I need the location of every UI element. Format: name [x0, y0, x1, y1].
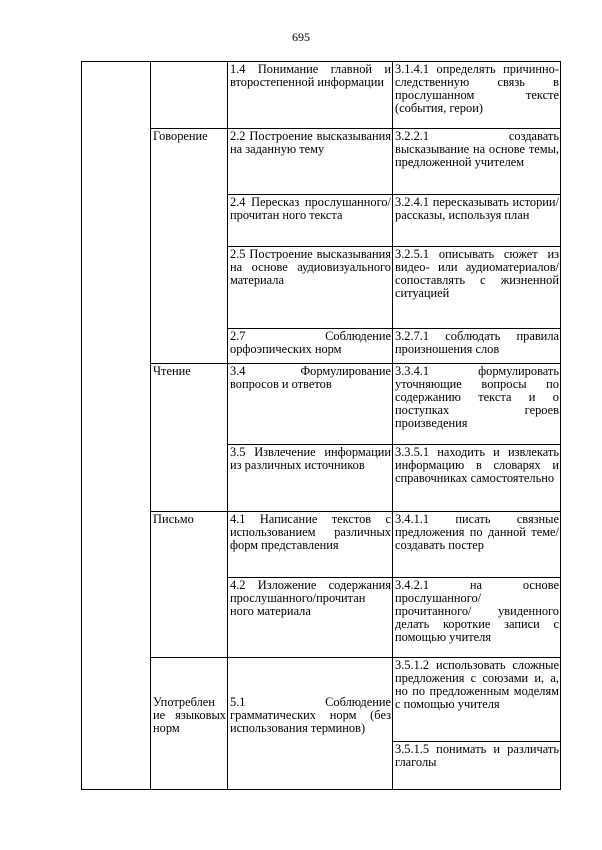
skill-cell: 3.5.1.5 понимать и различать глаголы — [393, 742, 561, 782]
outer-left-cell — [82, 62, 151, 790]
page-number: 695 — [292, 30, 310, 44]
section-cell-speaking: Говорение — [151, 129, 228, 364]
section-cell-listening — [151, 62, 228, 129]
table-row — [82, 129, 561, 195]
skill-cell-filler — [393, 782, 561, 790]
skill-cell: 3.3.4.1 формулировать уточняющие вопросы по содержанию текста и о поступках героев произведения — [393, 364, 561, 445]
table-row — [82, 62, 561, 129]
skill-cell: 3.2.2.1 создавать высказывание на основе темы, предложенной учителем — [393, 129, 561, 195]
skill-cell: 3.5.1.2 использовать сложные предложения с союзами и, а, но по предложенным моделям с помощью учителя — [393, 658, 561, 742]
skill-cell: 3.4.2.1 на основе прослушанного/ прочитанного/ увиденного делать короткие записи с помощью учителя — [393, 578, 561, 658]
skill-cell: 3.2.5.1 описывать сюжет из видео- или аудиоматериалов/ сопоставлять с жизненной ситуацией — [393, 247, 561, 329]
topic-cell: 2.2 Построение высказывания на заданную тему — [228, 129, 393, 195]
section-cell-reading: Чтение — [151, 364, 228, 512]
topic-cell: 2.4 Пересказ прослушанного/прочитан ного текста — [228, 195, 393, 247]
topic-cell: 4.1 Написание текстов с использованием различных форм представления — [228, 512, 393, 578]
topic-cell: 1.4 Понимание главной и второстепенной информации — [228, 62, 393, 129]
section-cell-usage: Употреблен ие языковых норм — [151, 658, 228, 790]
topic-cell: 2.5 Построение высказывания на основе аудиовизуального материала — [228, 247, 393, 329]
table-row — [82, 364, 561, 445]
topic-cell: 5.1 Соблюдение грамматических норм (без использования терминов) — [228, 658, 393, 790]
topic-cell: 3.4 Формулирование вопросов и ответов — [228, 364, 393, 445]
skill-cell: 3.2.7.1 соблюдать правила произношения слов — [393, 329, 561, 364]
topic-cell: 3.5 Извлечение информации из различных источников — [228, 445, 393, 512]
skill-cell: 3.4.1.1 писать связные предложения по данной теме/создавать постер — [393, 512, 561, 578]
table-row — [82, 512, 561, 578]
curriculum-table — [81, 61, 561, 790]
skill-cell: 3.3.5.1 находить и извлекать информацию в словарях и справочниках самостоятельно — [393, 445, 561, 512]
section-cell-writing: Письмо — [151, 512, 228, 658]
topic-cell: 4.2 Изложение содержания прослушанного/прочитан ного материала — [228, 578, 393, 658]
table-row — [82, 658, 561, 742]
topic-cell: 2.7 Соблюдение орфоэпических норм — [228, 329, 393, 364]
skill-cell: 3.1.4.1 определять причинно-следственную связь в прослушанном тексте (события, герои) — [393, 62, 561, 129]
skill-cell: 3.2.4.1 пересказывать истории/рассказы, используя план — [393, 195, 561, 247]
